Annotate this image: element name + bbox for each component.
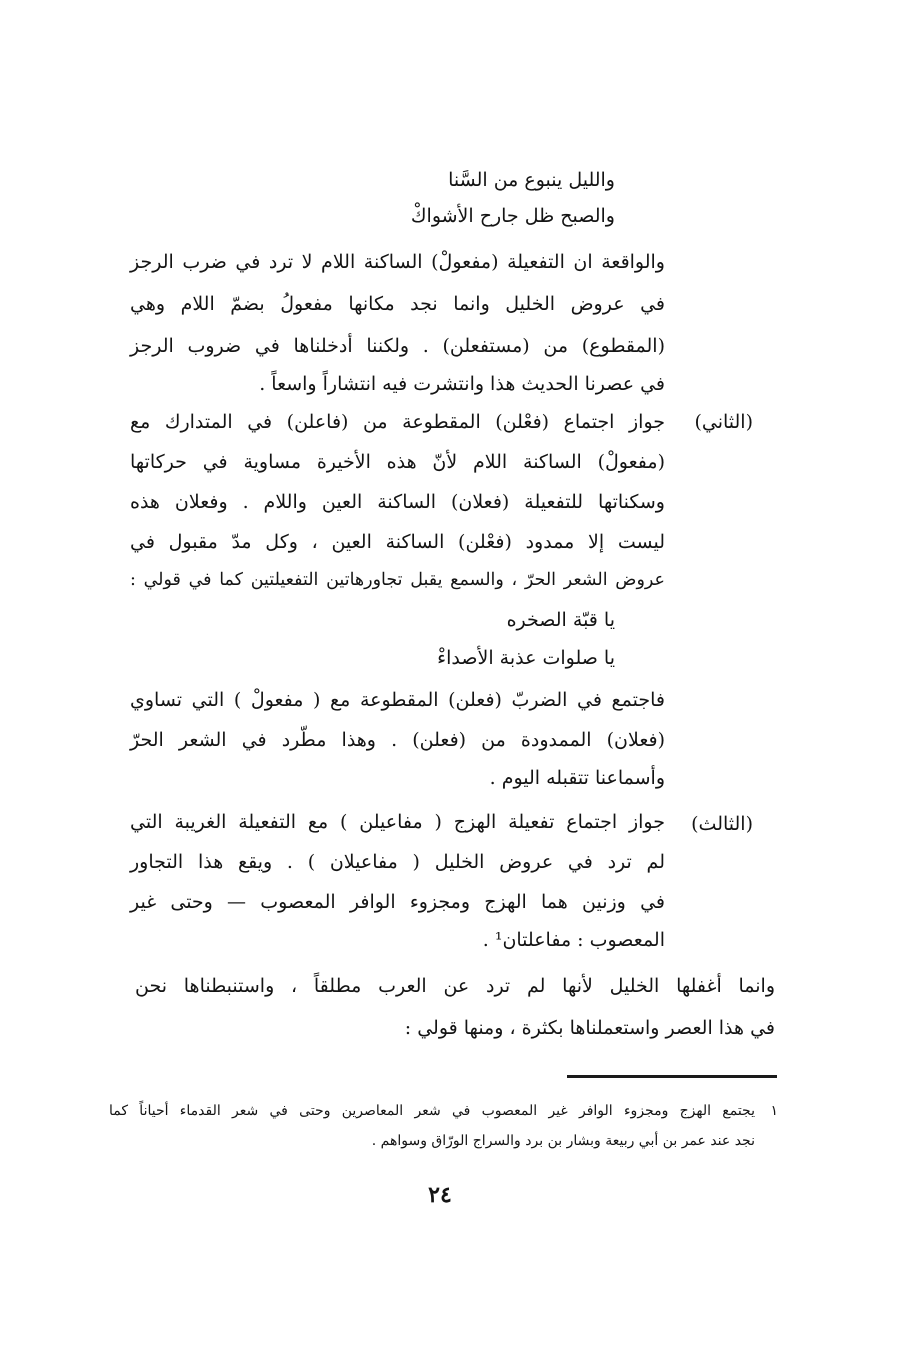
section-label-second: (الثاني) — [694, 411, 753, 433]
paragraph-line: عروض الشعر الحرّ ، والسمع يقبل تجاورهاتين التفعيلتين كما في قولي : — [130, 570, 665, 590]
paragraph-line: (فعلان) الممدودة من (فعلن) . وهذا مطّرد في الشعر الحرّ — [130, 729, 665, 751]
paragraph-line: في عروض الخليل وانما نجد مكانها مفعولُ بضمّ اللام وهي — [130, 293, 665, 315]
paragraph-line: (مفعولْ) الساكنة اللام لأنّ هذه الأخيرة مساوية في حركاتها — [130, 451, 665, 473]
footnote-divider — [567, 1075, 777, 1078]
section-label-third: (الثالث) — [691, 813, 753, 835]
paragraph-line: والواقعة ان التفعيلة (مفعولْ) الساكنة اللام لا ترد في ضرب الرجز — [130, 251, 665, 273]
verse-line: يا صلوات عذبة الأصداءْ — [437, 647, 615, 669]
paragraph-line: وأسماعنا تتقبله اليوم . — [489, 767, 665, 789]
paragraph-line: في هذا العصر واستعملناها بكثرة ، ومنها قولي : — [404, 1017, 775, 1039]
paragraph-line: جواز اجتماع (فعْلن) المقطوعة من (فاعلن) في المتدارك مع — [130, 411, 665, 433]
paragraph-line: في وزنين هما الهزج ومجزوء الوافر المعصوب — وحتى غير — [130, 891, 665, 913]
verse-line: والصبح ظل جارح الأشواكْ — [410, 205, 615, 227]
paragraph-line: لم ترد في عروض الخليل ( مفاعيلان ) . ويقع هذا التجاور — [130, 851, 665, 873]
footnote-number: ١ — [770, 1103, 778, 1119]
paragraph-line: وانما أغفلها الخليل لأنها لم ترد عن العرب مطلقاً ، واستنبطناها نحن — [135, 975, 775, 997]
footnote-line: يجتمع الهزج ومجزوء الوافر غير المعصوب في شعر المعاصرين وحتى في شعر القدماء أحياناً كما — [109, 1103, 755, 1119]
paragraph-line: وسكناتها للتفعيلة (فعلان) الساكنة العين واللام . وفعلان هذه — [130, 491, 665, 513]
verse-line: يا قبّة الصخره — [506, 609, 615, 631]
verse-line: والليل ينبوع من السَّنا — [448, 169, 615, 191]
paragraph-line: فاجتمع في الضربّ (فعلن) المقطوعة مع ( مفعولْ ) التي تساوي — [130, 689, 665, 711]
page-number: ٢٤ — [428, 1182, 452, 1208]
paragraph-line: المعصوب : مفاعلتان¹ . — [482, 929, 665, 951]
paragraph-line: ليست إلا ممدود (فعْلن) الساكنة العين ، وكل مدّ مقبول في — [130, 531, 665, 553]
paragraph-line: في عصرنا الحديث هذا وانتشرت فيه انتشاراً واسعاً . — [259, 373, 665, 395]
footnote-line: نجد عند عمر بن أبي ربيعة وبشار بن برد والسراج الورّاق وسواهم . — [371, 1133, 755, 1149]
paragraph-line: (المقطوع) من (مستفعلن) . ولكننا أدخلناها في ضروب الرجز — [130, 335, 665, 357]
paragraph-line: جواز اجتماع تفعيلة الهزج ( مفاعيلن ) مع التفعيلة الغريبة التي — [130, 811, 665, 833]
